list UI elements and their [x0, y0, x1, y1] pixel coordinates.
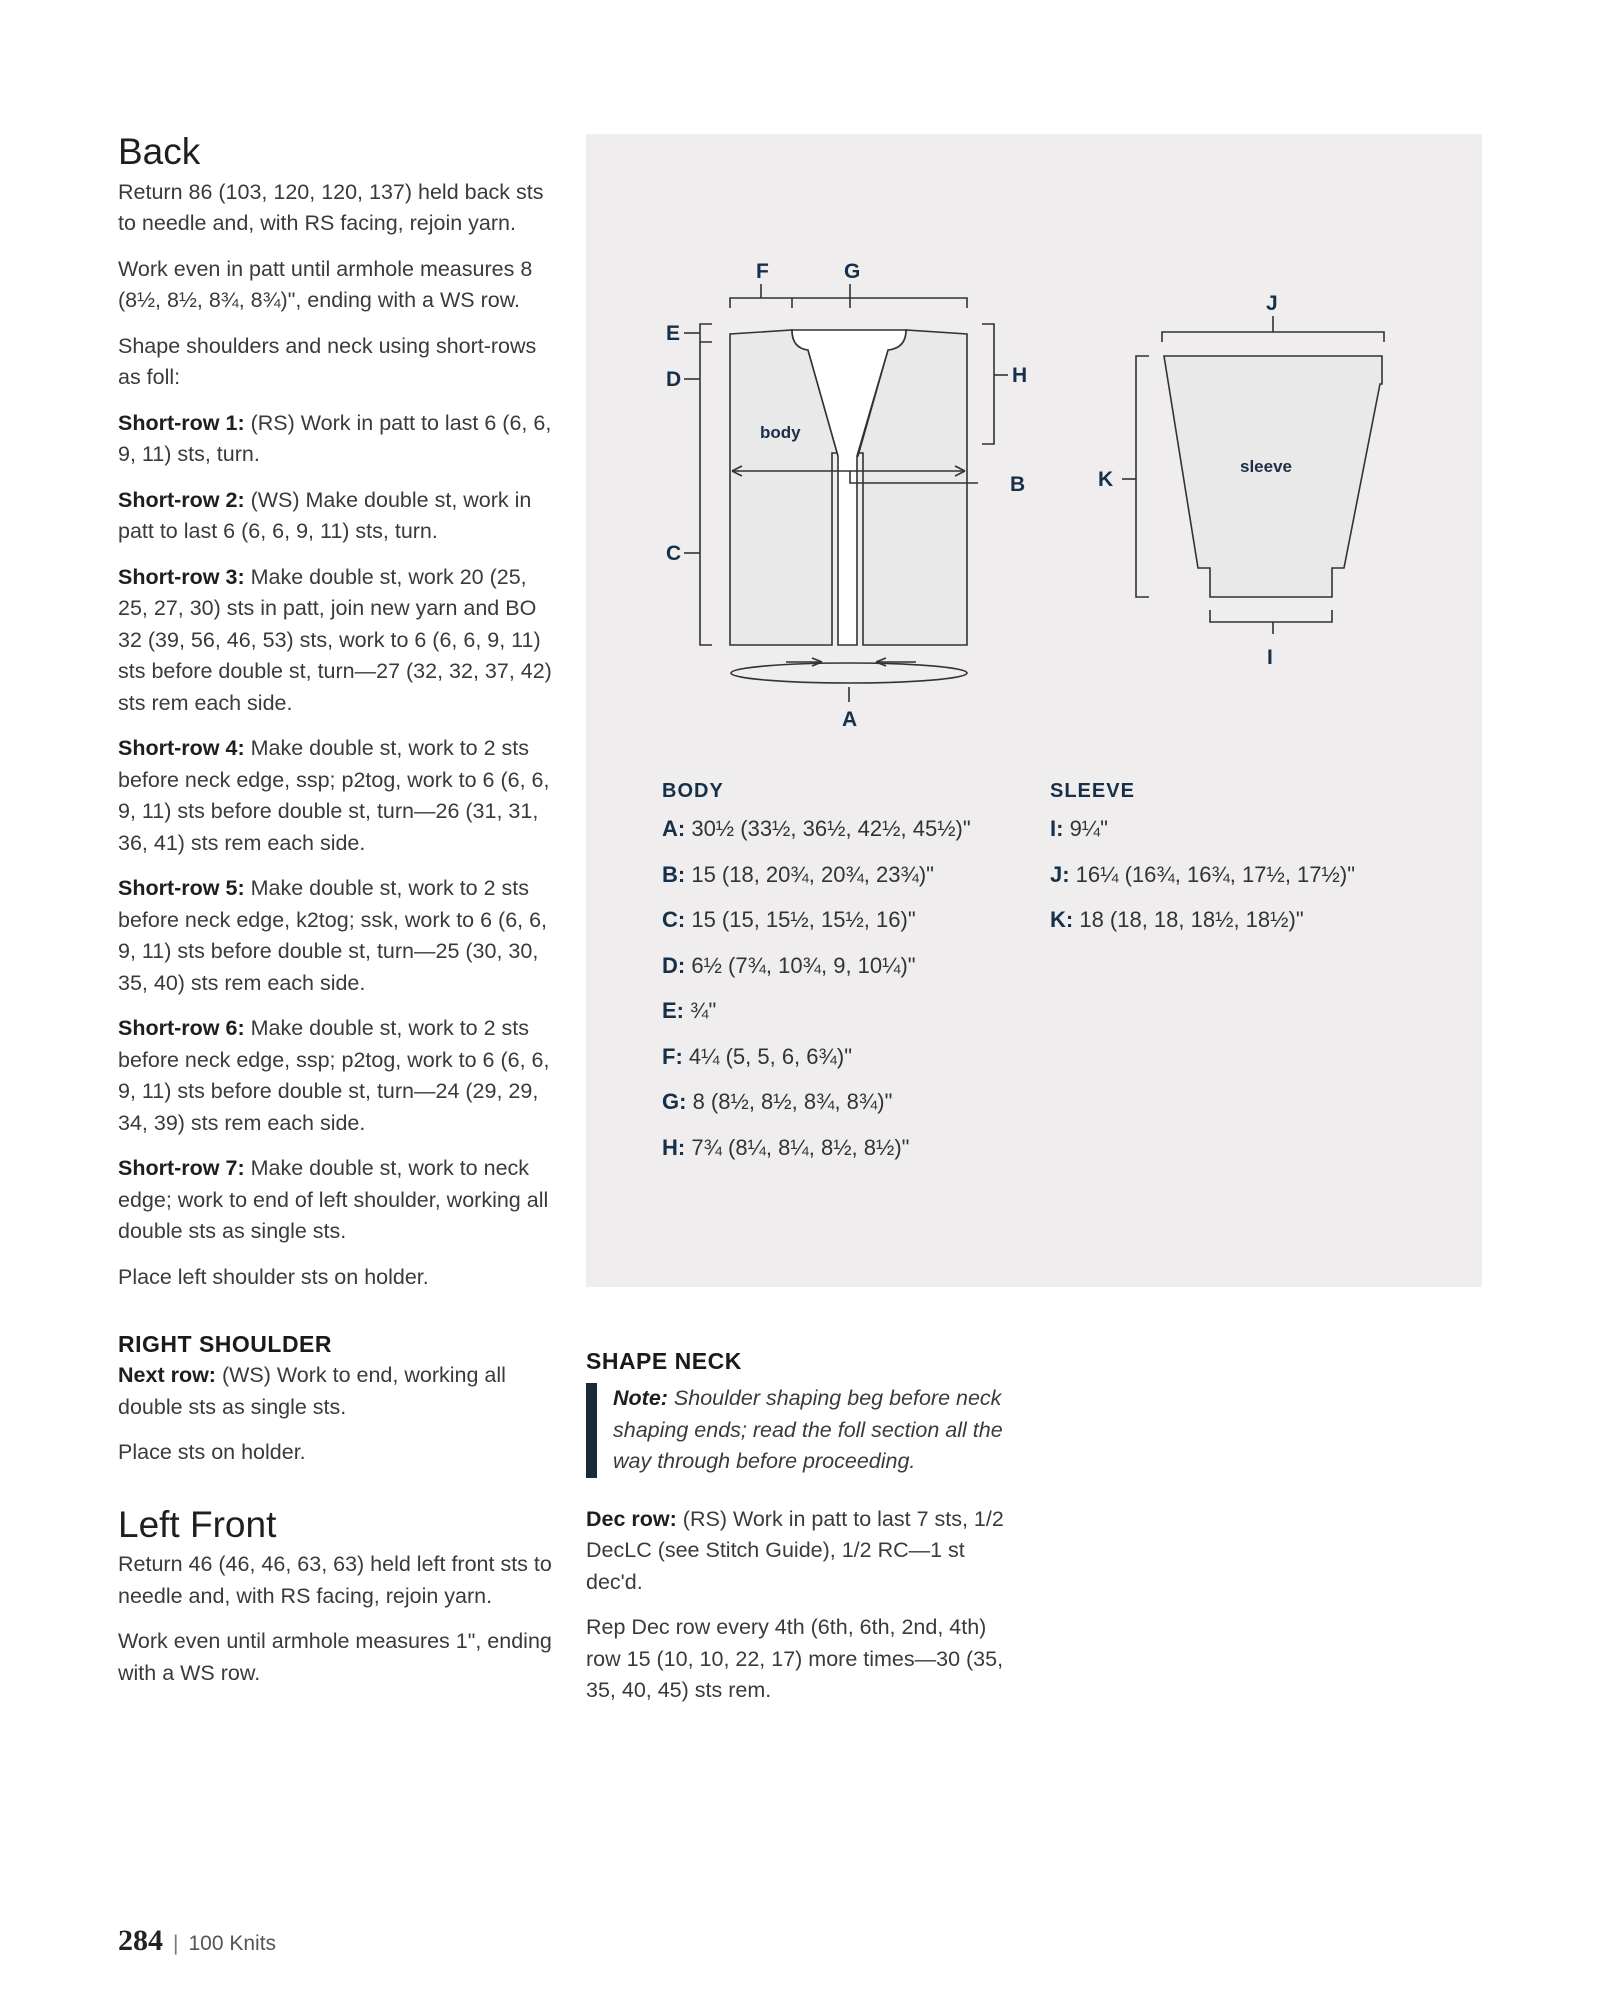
measurement-e: [662, 996, 1042, 1042]
measurement-key: D:: [662, 952, 686, 978]
label-e: E: [666, 322, 681, 345]
label-j: J: [1266, 292, 1278, 315]
measurement-a: [662, 814, 1042, 860]
row-label: Dec row:: [586, 1506, 677, 1531]
book-title: 100 Knits: [188, 1932, 277, 1955]
measurement-value: 4¼ (5, 5, 6, 6¾)": [682, 1043, 852, 1069]
section-title-back: Back: [118, 131, 201, 172]
schematic-diagram: [586, 134, 1482, 754]
body-header: BODY: [662, 780, 724, 802]
page-number: 284: [118, 1924, 163, 1957]
note-text: Shoulder shaping beg before neck shaping ends; read the foll section all the way through before proceeding.: [613, 1386, 1003, 1473]
short-row-label: Short-row 2:: [118, 487, 245, 512]
back-paragraph: Return 86 (103, 120, 120, 137) held back sts to needle and, with RS facing, rejoin yarn.: [118, 179, 544, 236]
row-label: Next row:: [118, 1363, 216, 1388]
sleeve-shape: [1164, 356, 1382, 597]
schematic-panel: [586, 134, 1482, 1287]
label-f: F: [756, 260, 769, 283]
label-c: C: [666, 542, 682, 565]
measurement-value: 6½ (7¾, 10¾, 9, 10¼)": [685, 952, 916, 978]
right-shoulder-paragraph: Place sts on holder.: [118, 1440, 306, 1465]
sleeve-label: sleeve: [1240, 457, 1292, 476]
back-paragraph: Place left shoulder sts on holder.: [118, 1264, 429, 1289]
measurement-g: [662, 1087, 1042, 1133]
right-shoulder-next-row: [118, 1360, 558, 1423]
section-title-right-shoulder: RIGHT SHOULDER: [118, 1331, 332, 1358]
c-bracket: [700, 454, 712, 645]
row-text: (RS) Work in patt to last 7 sts, 1/2 DecLC (see Stitch Guide), 1/2 RC—1 st dec'd.: [586, 1506, 1004, 1594]
rep-paragraph: Rep Dec row every 4th (6th, 6th, 2nd, 4th) row 15 (10, 10, 22, 17) more times—30 (35, 35, 40, 45) sts rem.: [586, 1615, 1004, 1702]
measurement-value: 15 (15, 15½, 15½, 16)": [685, 907, 916, 932]
short-row-text: (RS) Work in patt to last 6 (6, 6, 9, 11) sts, turn.: [118, 410, 552, 467]
measurement-key: B:: [662, 861, 686, 887]
measurement-value: 15 (18, 20¾, 20¾, 23¾)": [685, 861, 934, 887]
note-paragraph: [613, 1383, 1016, 1478]
k-bracket: [1136, 356, 1149, 597]
short-row-label: Short-row 5:: [118, 876, 245, 901]
measurement-key: G:: [662, 1089, 687, 1114]
page-footer: [118, 1924, 276, 1958]
measurement-key: I:: [1050, 816, 1064, 841]
h-bracket: [982, 324, 994, 444]
short-row-label: Short-row 6:: [118, 1016, 245, 1041]
measurement-key: J:: [1050, 861, 1070, 887]
short-row-4: [118, 733, 558, 859]
measurement-i: [1050, 814, 1460, 860]
short-row-7: [118, 1153, 558, 1248]
i-bracket: [1210, 610, 1332, 622]
dec-row: [586, 1504, 1016, 1599]
measurement-f: [662, 1042, 1042, 1088]
measurement-b: [662, 860, 1042, 906]
measurement-value: 30½ (33½, 36½, 42½, 45½)": [685, 816, 971, 841]
label-k: K: [1098, 468, 1114, 491]
section-title-left-front: Left Front: [118, 1503, 277, 1545]
e-bracket: [700, 324, 712, 342]
sleeve-measurements: [1050, 780, 1460, 951]
label-h: H: [1012, 364, 1028, 387]
left-column: [118, 132, 558, 1703]
note-label: Note:: [613, 1386, 668, 1410]
measurement-d: [662, 951, 1042, 997]
measurement-c: [662, 905, 1042, 951]
short-row-1: [118, 408, 558, 471]
short-row-text: Make double st, work to 2 sts before neck edge, ssp; p2tog, work to 6 (6, 6, 9, 11) sts before double st, turn—26 (31, 31, 36, 41) sts rem each side.: [118, 736, 550, 855]
measurement-key: F:: [662, 1043, 683, 1069]
measurement-key: H:: [662, 1134, 686, 1160]
measurement-value: 7¾ (8¼, 8¼, 8½, 8½)": [685, 1134, 910, 1160]
measurement-key: C:: [662, 907, 686, 932]
sleeve-header: SLEEVE: [1050, 780, 1135, 802]
row-text: (WS) Work to end, working all double sts as single sts.: [118, 1363, 506, 1419]
short-row-text: Make double st, work to 2 sts before neck edge, ssp; p2tog, work to 6 (6, 6, 9, 11) sts before double st, turn—24 (29, 29, 34, 39) sts rem each side.: [118, 1016, 550, 1135]
measurement-value: 9¼": [1063, 816, 1108, 841]
short-row-text: (WS) Make double st, work in patt to last 6 (6, 6, 9, 11) sts, turn.: [118, 487, 532, 544]
back-paragraph: Shape shoulders and neck using short-rows as foll:: [118, 333, 537, 390]
measurement-k: [1050, 905, 1460, 951]
measurement-value: 8 (8½, 8½, 8¾, 8¾)": [686, 1089, 893, 1114]
middle-column: [586, 1348, 1016, 1721]
short-row-label: Short-row 3:: [118, 564, 245, 589]
short-row-5: [118, 873, 558, 999]
left-front-paragraph: Work even until armhole measures 1", ending with a WS row.: [118, 1629, 552, 1685]
short-row-label: Short-row 4:: [118, 736, 245, 761]
left-front-paragraph: Return 46 (46, 46, 63, 63) held left front sts to needle and, with RS facing, rejoin yarn.: [118, 1552, 552, 1608]
label-d: D: [666, 368, 682, 391]
footer-separator: |: [173, 1932, 179, 1955]
body-label: body: [760, 423, 801, 442]
measurement-value: 16¼ (16¾, 16¾, 17½, 17½)": [1069, 861, 1356, 887]
measurement-j: [1050, 860, 1460, 906]
a-circumference: [731, 663, 967, 683]
measurement-value: 18 (18, 18, 18½, 18½)": [1073, 907, 1304, 932]
measurement-key: A:: [662, 816, 686, 841]
short-row-3: [118, 562, 558, 720]
label-i: I: [1267, 646, 1273, 669]
measurement-key: E:: [662, 998, 684, 1023]
back-paragraph: Work even in patt until armhole measures 8 (8½, 8½, 8¾, 8¾)", ending with a WS row.: [118, 256, 533, 313]
short-row-text: Make double st, work to neck edge; work to end of left shoulder, working all double sts as single sts.: [118, 1156, 549, 1244]
section-title-shape-neck: SHAPE NECK: [586, 1348, 742, 1374]
short-row-2: [118, 485, 558, 548]
short-row-label: Short-row 7:: [118, 1156, 245, 1181]
measurement-value: ¾": [684, 998, 717, 1023]
label-a: A: [842, 708, 858, 731]
note-callout: [586, 1383, 1016, 1478]
label-g: G: [844, 260, 861, 283]
fg-bracket: [730, 298, 967, 308]
label-b: B: [1010, 473, 1026, 496]
measurement-key: K:: [1050, 907, 1074, 932]
body-measurements: [662, 780, 1042, 1178]
measurement-h: [662, 1133, 1042, 1179]
short-row-label: Short-row 1:: [118, 410, 245, 435]
short-row-text: Make double st, work to 2 sts before neck edge, k2tog; ssk, work to 6 (6, 6, 9, 11) sts before double st, turn—25 (30, 30, 35, 40) sts rem each side.: [118, 876, 548, 995]
short-row-text: Make double st, work 20 (25, 25, 27, 30) sts in patt, join new yarn and BO 32 (39, 56, 46, 53) sts, work to 6 (6, 6, 9, 11) sts before double st, turn—27 (32, 32, 37, 42) sts rem each side.: [118, 564, 552, 715]
j-bracket: [1162, 332, 1384, 342]
short-row-6: [118, 1013, 558, 1139]
